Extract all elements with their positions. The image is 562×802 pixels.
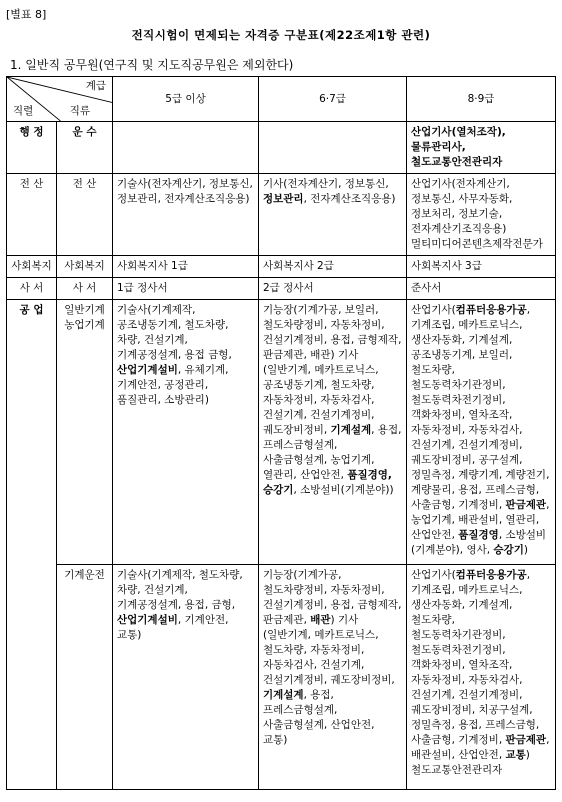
grade89-cell: 준사서	[407, 278, 556, 300]
grade5-cell: 기술사(전자계산기, 정보통신, 정보관리, 전자계산조직응용)	[113, 174, 259, 256]
grade89-cell: 산업기사(컴퓨터응용가공, 기계조립, 메카트로닉스, 생산자동화, 기계설계, 철도차량, 철도동력차기관정비, 철도동력차전기정비, 객화차정비, 열차조작, 자동차정비, 자동차검사, 건설기계, 건설기계정비, 궤도장비정비, 치공구설계, 정밀측정, 용접, 프레스금형, 사출금형, 기계정비, 판금제관, 배관설비, 산업안전, 교통) 철도교통안전관리자	[407, 565, 556, 790]
header-grade89: 8·9급	[407, 77, 556, 122]
grade5-cell: 1급 정사서	[113, 278, 259, 300]
header-series-label: 직류	[69, 105, 90, 117]
table-row	[7, 278, 556, 300]
grade5-cell: 사회복지사 1급	[113, 256, 259, 278]
table-row	[7, 565, 556, 790]
grade67-cell	[259, 122, 407, 174]
grade89-cell: 산업기사(전자계산기, 정보통신, 사무자동화, 정보처리, 정보기술, 전자계산기조직응용) 멀티미디어콘텐츠제작전문가	[407, 174, 556, 256]
certificate-table	[6, 76, 556, 790]
occupation-cell: 공 업	[7, 300, 57, 790]
occupation-cell: 사회복지	[7, 256, 57, 278]
grade5-cell	[113, 122, 259, 174]
section-heading: 1. 일반직 공무원(연구직 및 지도직공무원은 제외한다)	[10, 58, 294, 72]
occupation-cell: 사 서	[7, 278, 57, 300]
grade89-cell: 산업기사(열처조작),물류관리사,철도교통안전관리자	[407, 122, 556, 174]
header-diagonal-cell	[7, 77, 113, 122]
series-cell: 운 수	[57, 122, 113, 174]
series-cell: 사 서	[57, 278, 113, 300]
table-row	[7, 256, 556, 278]
grade89-cell: 사회복지사 3급	[407, 256, 556, 278]
grade67-cell: 기사(전자계산기, 정보통신, 정보관리, 전자계산조직응용)	[259, 174, 407, 256]
grade67-cell: 기능장(기계가공, 보일러, 철도차량정비, 자동차정비, 건설기계정비, 용접, 금형제작, 판금제관, 배관) 기사(일반기계, 메카트로닉스, 공조냉동기계, 철도차량, 자동차정비, 자동차검사, 건설기계, 건설기계정비, 궤도장비정비, 기계설계, 용접, 프레스금형설계, 사출금형설계, 농업기계, 열관리, 산업안전, 품질경영, 승강기, 소방설비(기계분야))	[259, 300, 407, 565]
table-row	[7, 174, 556, 256]
series-cell: 일반기계 농업기계	[57, 300, 113, 565]
series-cell: 기계운전	[57, 565, 113, 790]
header-grade5: 5급 이상	[113, 77, 259, 122]
annex-tag: [별표 8]	[6, 8, 47, 21]
table-header-row	[7, 77, 556, 122]
grade89-cell: 산업기사(컴퓨터응용가공, 기계조립, 메카트로닉스, 생산자동화, 기계설계, 공조냉동기계, 보일러, 철도차량, 철도동력차기관정비, 철도동력차전기정비, 객화차정비, 열차조작, 자동차정비, 자동차검사, 건설기계, 건설기계정비, 궤도장비정비, 공구설계, 정밀측정, 계량기계, 계량전기, 계량물리, 용접, 프레스금형, 사출금형, 기계정비, 판금제관, 농업기계, 배관설비, 열관리, 산업안전, 품질경영, 소방설비(기계분야), 영사, 승강기)	[407, 300, 556, 565]
occupation-cell: 전 산	[7, 174, 57, 256]
grade67-cell: 2급 정사서	[259, 278, 407, 300]
occupation-cell: 행 정	[7, 122, 57, 174]
series-cell: 전 산	[57, 174, 113, 256]
grade67-cell: 사회복지사 2급	[259, 256, 407, 278]
header-grade-label: 계급	[85, 80, 106, 92]
series-cell: 사회복지	[57, 256, 113, 278]
header-grade67: 6·7급	[259, 77, 407, 122]
table-row	[7, 300, 556, 565]
grade67-cell: 기능장(기계가공, 철도차량정비, 자동차정비, 건설기계정비, 용접, 금형제작, 판금제관, 배관) 기사(일반기계, 메카트로닉스, 철도차량, 자동차정비, 자동차검사, 건설기계, 건설기계정비, 궤도장비정비, 기계설계, 용접, 프레스금형설계, 사출금형설계, 산업안전, 교통)	[259, 565, 407, 790]
grade5-cell: 기술사(기계제작, 공조냉동기계, 철도차량, 차량, 건설기계, 기계공정설계, 용접 금형, 산업기계설비, 유체기계, 기계안전, 공정관리, 품질관리, 소방관리)	[113, 300, 259, 565]
header-occupation-label: 직렬	[13, 105, 34, 117]
table-row	[7, 122, 556, 174]
grade5-cell: 기술사(기계제작, 철도차량, 차량, 건설기계, 기계공정설계, 용접, 금형, 산업기계설비, 기계안전, 교통)	[113, 565, 259, 790]
document-title: 전직시험이 면제되는 자격증 구분표(제22조제1항 관련)	[131, 28, 431, 42]
